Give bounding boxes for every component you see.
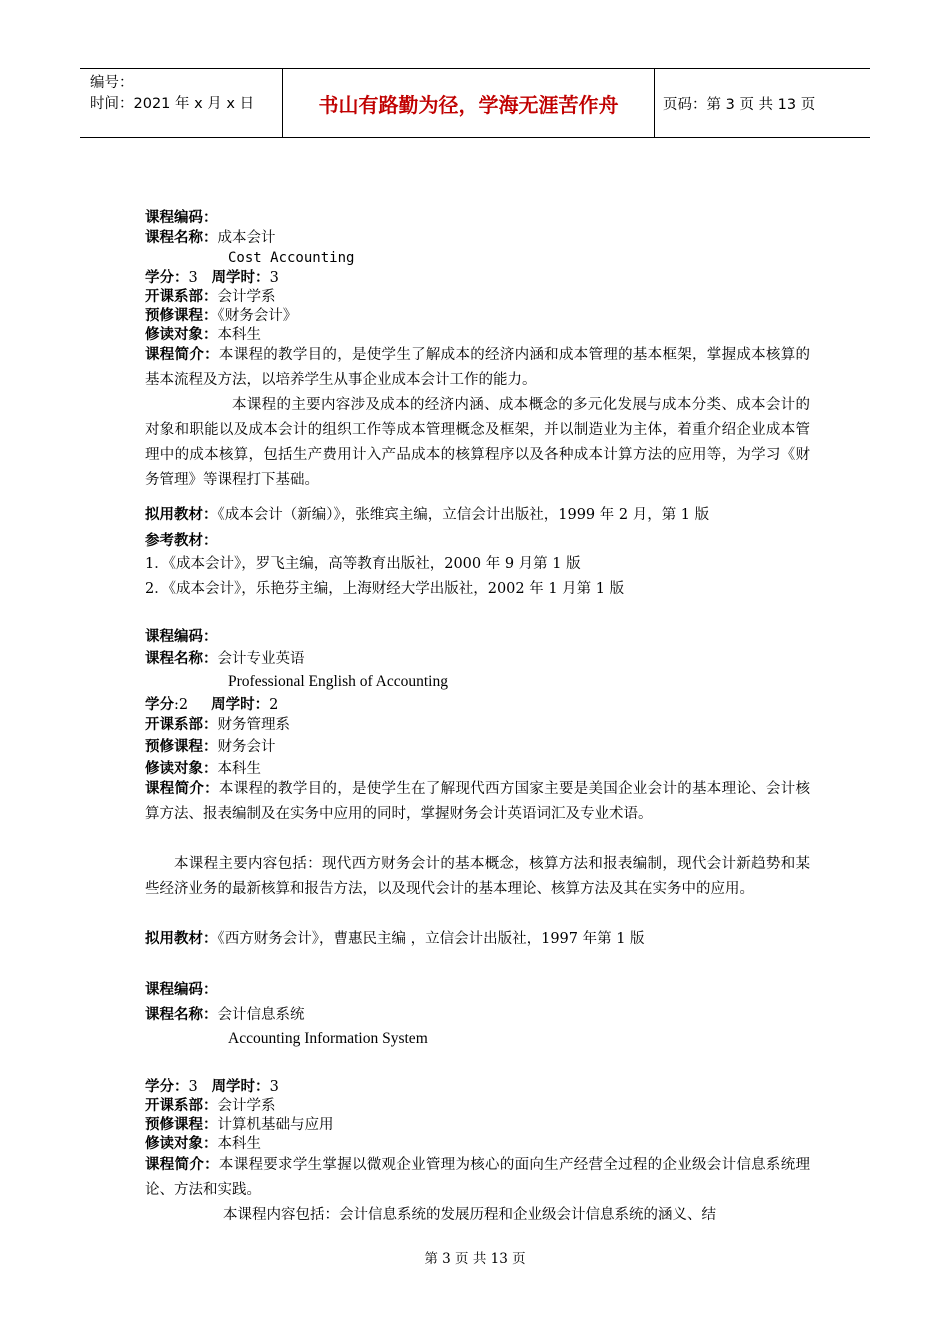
textbook-line: 拟用教材：《西方财务会计》，曹惠民主编 ，立信会计出版社，1997 年第 1 版 bbox=[145, 931, 645, 947]
course-name-cn: 会计专业英语 bbox=[217, 651, 305, 667]
course-name-line: 课程名称：成本会计 bbox=[145, 230, 276, 246]
audience-line: 修读对象：本科生 bbox=[145, 1136, 261, 1152]
course-intro: 课程简介：本课程要求学生掌握以微观企业管理为核心的面向生产经营全过程的企业级会计信息系统理论、方法和实践。 bbox=[145, 1157, 810, 1198]
course-name-cn: 成本会计 bbox=[217, 230, 276, 246]
course-intro: 课程简介：本课程的教学目的，是使学生了解成本的经济内涵和成本管理的基本框架，掌握成本核算的基本流程及方法，以培养学生从事企业成本会计工作的能力。 bbox=[145, 347, 810, 388]
department-line: 开课系部：财务管理系 bbox=[145, 717, 290, 733]
course-name-cn: 会计信息系统 bbox=[217, 1007, 305, 1023]
header-meta bbox=[80, 69, 283, 137]
course-intro: 课程简介：本课程的教学目的，是使学生在了解现代西方国家主要是美国企业会计的基本理论、会计核算方法、报表编制及在实务中应用的同时，掌握财务会计英语词汇及专业术语。 bbox=[145, 781, 810, 822]
course-intro-content: 本课程主要内容包括：现代西方财务会计的基本概念，核算方法和报表编制，现代会计新趋势和某些经济业务的最新核算和报告方法，以及现代会计的基本理论、核算方法及其在实务中的应用。 bbox=[145, 856, 810, 897]
header-motto: 书山有路勤为径，学海无涯苦作舟 bbox=[283, 69, 655, 137]
course-name-line: 课程名称：会计信息系统 bbox=[145, 1007, 305, 1023]
audience-line: 修读对象：本科生 bbox=[145, 327, 261, 343]
reference-item: 1．《成本会计》，罗飞主编，高等教育出版社，2000 年 9 月第 1 版 bbox=[145, 556, 581, 572]
prerequisite-line: 预修课程：计算机基础与应用 bbox=[145, 1117, 334, 1133]
credit-line: 学分:2 周学时：2 bbox=[145, 697, 279, 713]
header-page-number: 页码：第 3 页 共 13 页 bbox=[663, 96, 816, 113]
course-intro-content: 本课程的主要内容涉及成本的经济内涵、成本概念的多元化发展与成本分类、成本会计的对象和职能以及成本会计的组织工作等成本管理概念及框架，并以制造业为主体，着重介绍企业成本管理中的成本核算，包括生产费用计入产品成本的核算程序以及各种成本计算方法的应用等，为学习《财务管理》等课程打下基础。 bbox=[145, 397, 810, 488]
reference-item: 2．《成本会计》，乐艳芬主编，上海财经大学出版社，2002 年 1 月第 1 版 bbox=[145, 581, 625, 597]
department-line: 开课系部：会计学系 bbox=[145, 1098, 276, 1114]
course-name-en: Accounting Information System bbox=[228, 1030, 428, 1047]
course-intro-content: 本课程内容包括：会计信息系统的发展历程和企业级会计信息系统的涵义、结 bbox=[223, 1207, 716, 1223]
credit-line: 学分：3 周学时：3 bbox=[145, 1079, 279, 1095]
prerequisite-line: 预修课程：财务会计 bbox=[145, 739, 276, 755]
credit-line: 学分：3 周学时：3 bbox=[145, 270, 279, 286]
course-name-en: Professional English of Accounting bbox=[228, 673, 448, 690]
page-footer: 第 3 页 共 13 页 bbox=[424, 1251, 526, 1267]
audience-line: 修读对象：本科生 bbox=[145, 761, 261, 777]
page-header bbox=[80, 68, 870, 138]
course-code-line: 课程编码： bbox=[145, 982, 218, 998]
course-code-line: 课程编码： bbox=[145, 210, 218, 226]
course-name-en: Cost Accounting bbox=[228, 250, 355, 266]
textbook-line: 拟用教材：《成本会计（新编）》，张维宾主编，立信会计出版社，1999 年 2 月，第 1 版 bbox=[145, 507, 710, 523]
document-number: 编号： bbox=[90, 75, 134, 91]
course-name-line: 课程名称：会计专业英语 bbox=[145, 651, 305, 667]
department-line: 开课系部：会计学系 bbox=[145, 289, 276, 305]
prerequisite-line: 预修课程：《财务会计》 bbox=[145, 308, 298, 324]
document-date: 时间：2021 年 x 月 x 日 bbox=[90, 96, 255, 112]
course-code-line: 课程编码： bbox=[145, 629, 218, 645]
references-label: 参考教材： bbox=[145, 533, 218, 549]
